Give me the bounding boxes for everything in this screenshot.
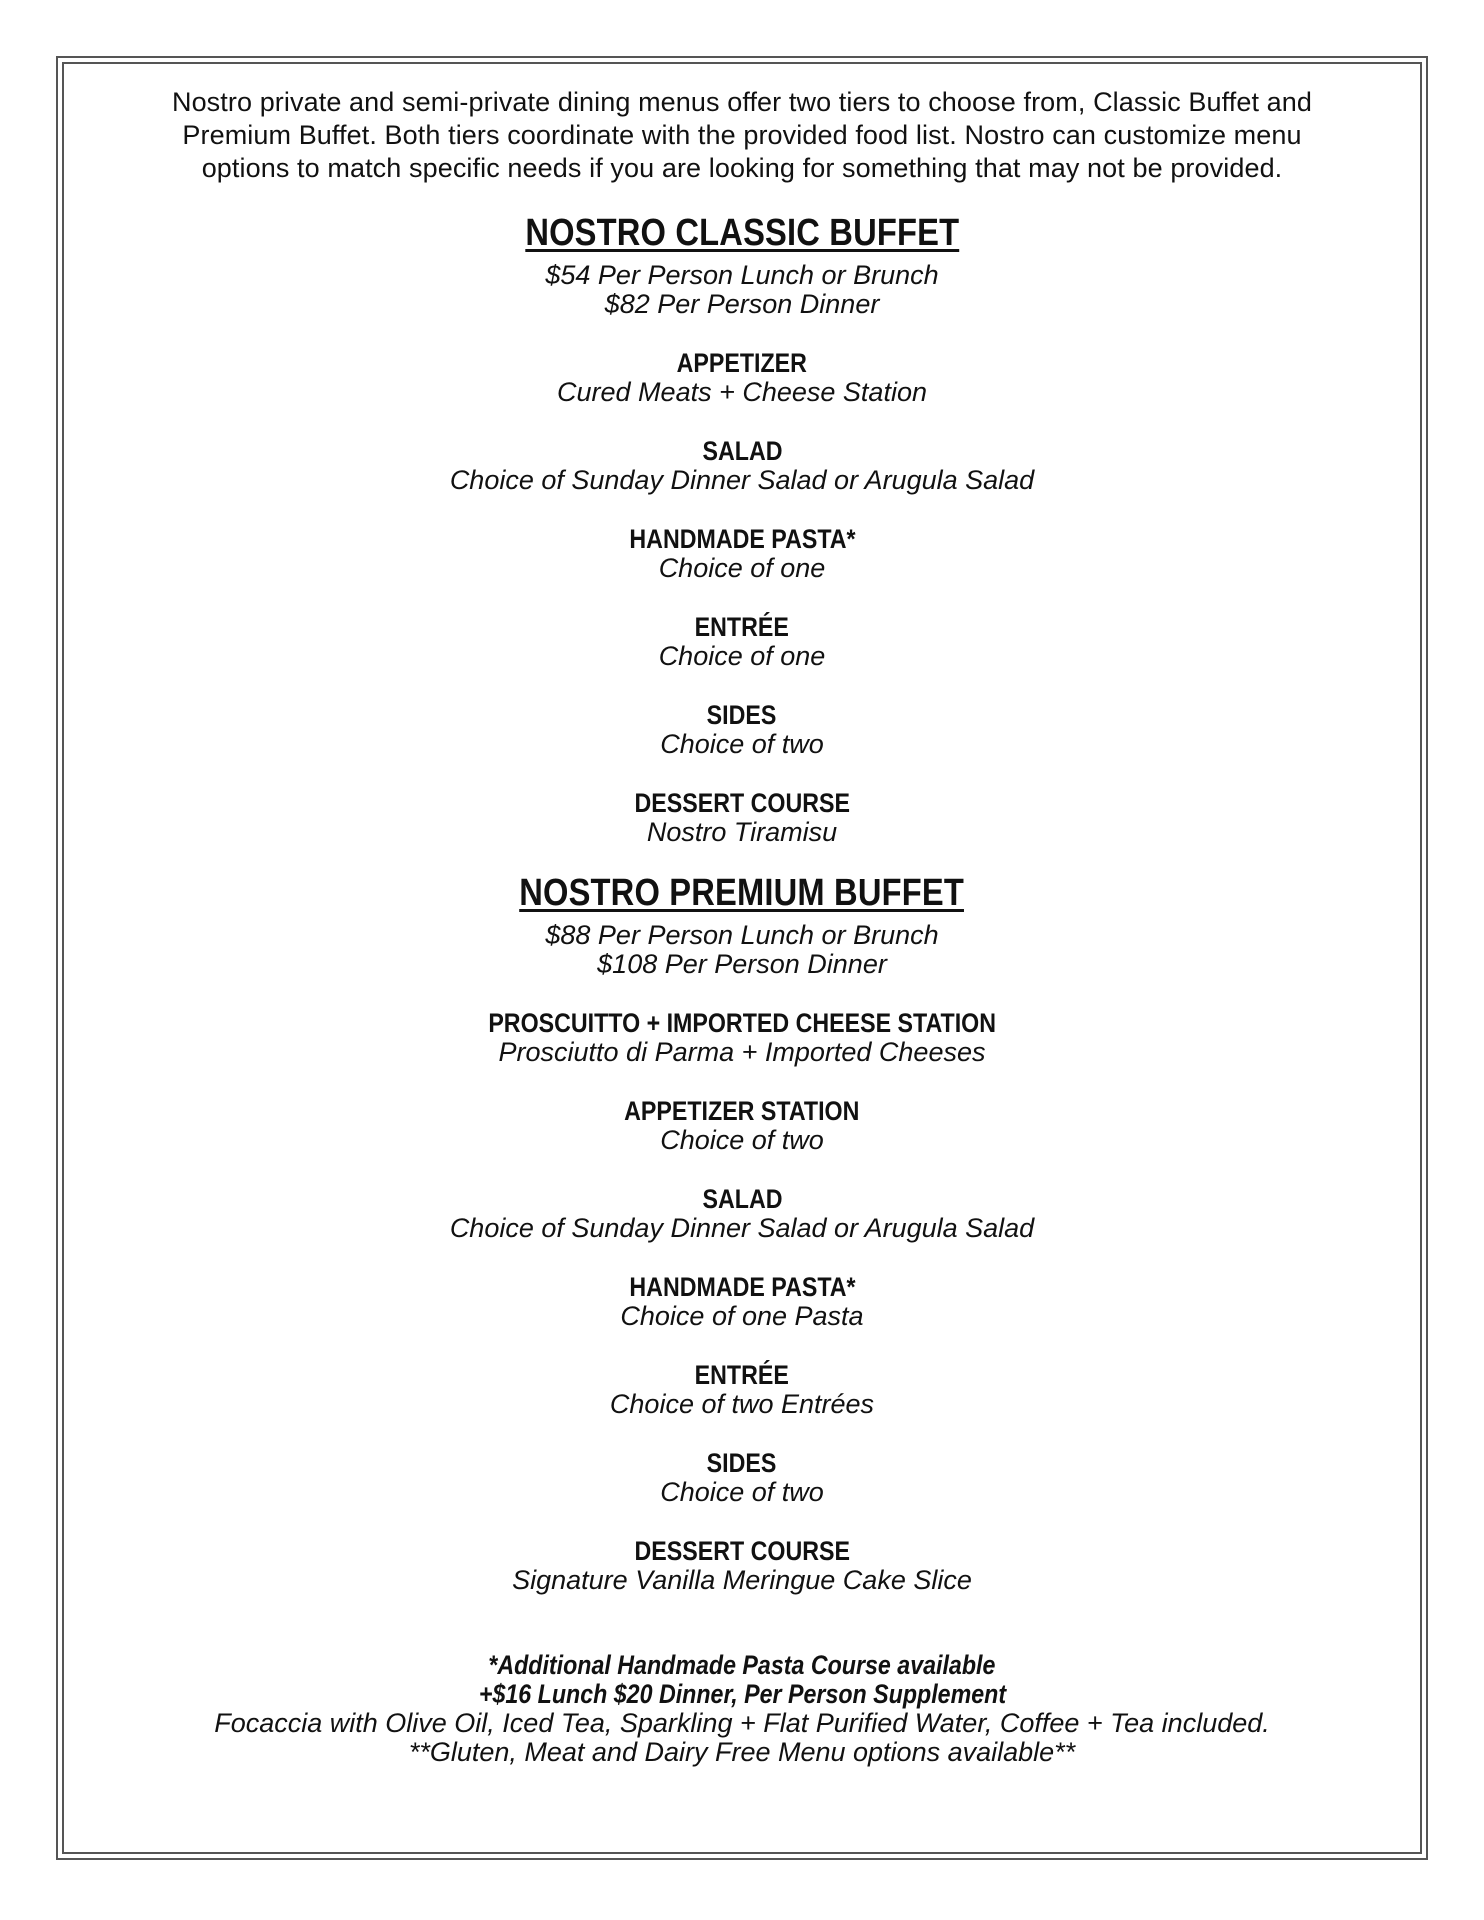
- section-description: Choice of two Entrées: [609, 1389, 875, 1419]
- classic-buffet-title: NOSTRO CLASSIC BUFFET: [525, 212, 959, 254]
- premium-section-sides: [70, 1449, 1414, 1507]
- pasta-supplement-note: *Additional Handmade Pasta Course available: [488, 1650, 996, 1680]
- classic-section-dessert: [70, 789, 1414, 847]
- premium-price-lunch: $88 Per Person Lunch or Brunch: [545, 920, 939, 950]
- footer-notes: [70, 1651, 1414, 1767]
- classic-buffet-menu: [70, 213, 1414, 847]
- section-heading: SALAD: [702, 1184, 782, 1214]
- section-description: Nostro Tiramisu: [646, 817, 838, 847]
- section-description: Choice of two: [660, 1477, 824, 1507]
- premium-section-pasta: [70, 1273, 1414, 1331]
- classic-section-sides: [70, 701, 1414, 759]
- intro-line: options to match specific needs if you are looking for something that may not be provided.: [201, 153, 1283, 183]
- section-heading: ENTRÉE: [694, 1360, 790, 1390]
- section-heading: ENTRÉE: [694, 612, 790, 642]
- premium-section-salad: [70, 1185, 1414, 1243]
- section-heading: HANDMADE PASTA*: [628, 524, 856, 554]
- section-description: Choice of one: [658, 641, 826, 671]
- classic-price-dinner: $82 Per Person Dinner: [604, 289, 880, 319]
- premium-buffet-title: NOSTRO PREMIUM BUFFET: [519, 872, 965, 914]
- section-heading: SALAD: [702, 436, 782, 466]
- intro-paragraph: [122, 86, 1362, 185]
- section-heading: PROSCUITTO + IMPORTED CHEESE STATION: [488, 1008, 996, 1038]
- section-heading: SIDES: [707, 1448, 777, 1478]
- section-heading: HANDMADE PASTA*: [628, 1272, 856, 1302]
- section-description: Signature Vanilla Meringue Cake Slice: [512, 1565, 972, 1595]
- section-heading: DESSERT COURSE: [634, 788, 850, 818]
- classic-section-entree: [70, 613, 1414, 671]
- section-heading: APPETIZER: [676, 348, 808, 378]
- section-description: Choice of one Pasta: [620, 1301, 864, 1331]
- section-heading: SIDES: [707, 700, 777, 730]
- section-description: Cured Meats + Cheese Station: [557, 377, 927, 407]
- included-items-note: Focaccia with Olive Oil, Iced Tea, Sparkling + Flat Purified Water, Coffee + Tea included.: [214, 1708, 1270, 1738]
- premium-section-appetizer: [70, 1097, 1414, 1155]
- intro-line: Premium Buffet. Both tiers coordinate with the provided food list. Nostro can customize menu: [182, 120, 1302, 150]
- section-description: Choice of Sunday Dinner Salad or Arugula Salad: [449, 1213, 1035, 1243]
- section-heading: DESSERT COURSE: [634, 1536, 850, 1566]
- section-heading: APPETIZER STATION: [624, 1096, 860, 1126]
- classic-section-pasta: [70, 525, 1414, 583]
- classic-section-salad: [70, 437, 1414, 495]
- menu-document: [70, 86, 1414, 1767]
- premium-section-dessert: [70, 1537, 1414, 1595]
- section-description: Prosciutto di Parma + Imported Cheeses: [498, 1037, 986, 1067]
- section-description: Choice of one: [658, 553, 826, 583]
- premium-section-entree: [70, 1361, 1414, 1419]
- pasta-supplement-price: +$16 Lunch $20 Dinner, Per Person Supplement: [478, 1679, 1006, 1709]
- dietary-options-note: **Gluten, Meat and Dairy Free Menu options available**: [408, 1737, 1076, 1767]
- section-description: Choice of two: [660, 1125, 824, 1155]
- classic-price-lunch: $54 Per Person Lunch or Brunch: [545, 260, 939, 290]
- section-description: Choice of two: [660, 729, 824, 759]
- section-description: Choice of Sunday Dinner Salad or Arugula Salad: [449, 465, 1035, 495]
- intro-line: Nostro private and semi-private dining menus offer two tiers to choose from, Classic Buffet and: [171, 87, 1313, 117]
- premium-price-dinner: $108 Per Person Dinner: [597, 949, 887, 979]
- classic-section-appetizer: [70, 349, 1414, 407]
- premium-section-cheese-station: [70, 1009, 1414, 1067]
- premium-buffet-menu: [70, 873, 1414, 1595]
